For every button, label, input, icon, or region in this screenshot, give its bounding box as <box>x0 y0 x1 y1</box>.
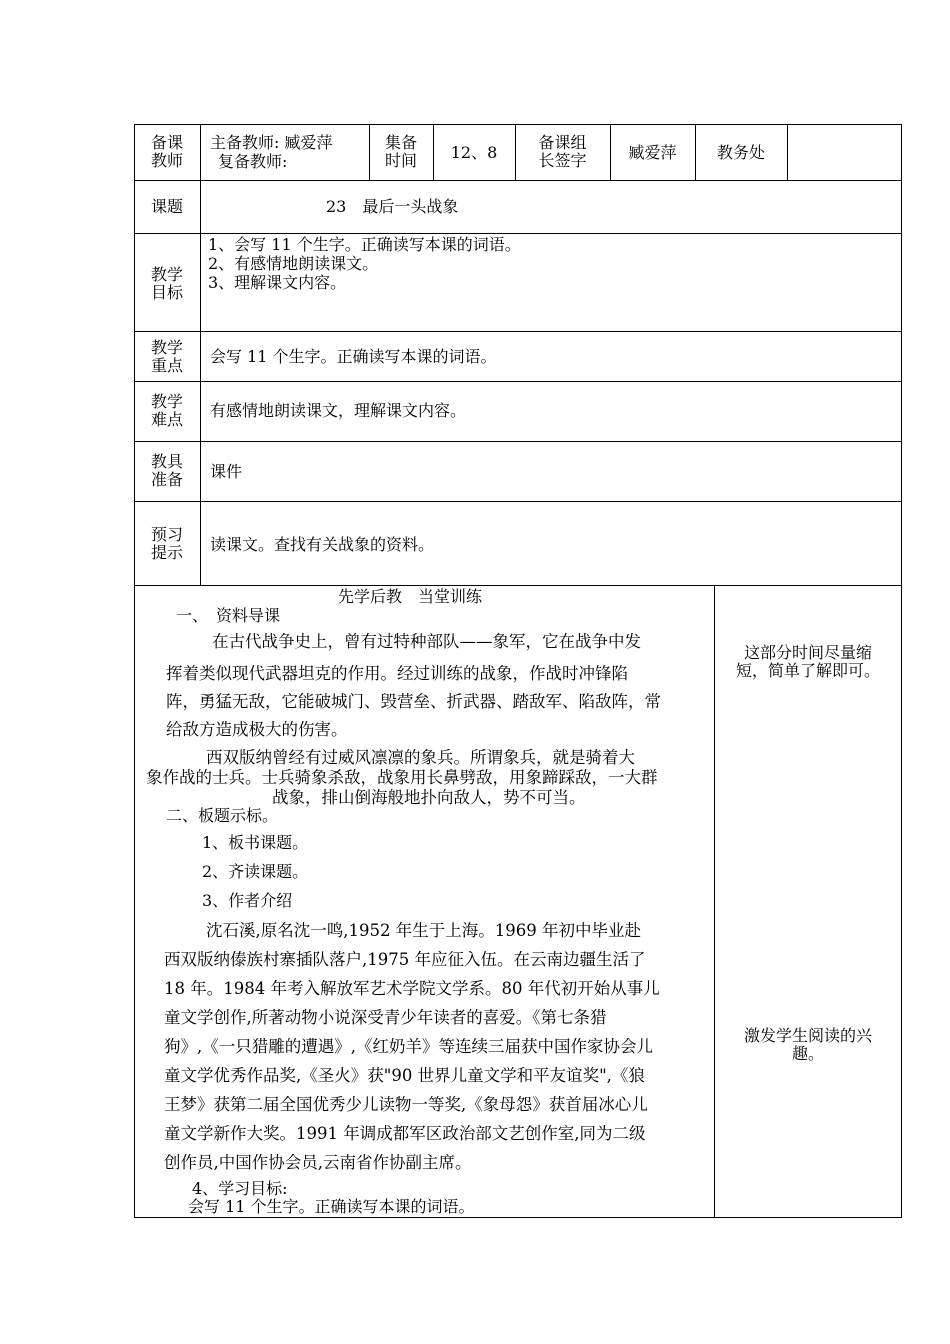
list-item: 3、作者介绍 <box>202 891 293 910</box>
paragraph-line: 象作战的士兵。士兵骑象杀敌，战象用长鼻劈敌，用象蹄踩敌，一大群 <box>146 768 658 787</box>
list-item: 2、齐读课题。 <box>202 862 309 881</box>
office: 教务处 <box>716 143 765 162</box>
col-divider <box>695 124 696 180</box>
paragraph-line: 战象，排山倒海般地扑向敌人，势不可当。 <box>272 788 586 807</box>
collective-time-value: 12、8 <box>450 143 498 162</box>
key-value: 会写 11 个生字。正确读写本课的词语。 <box>210 347 497 366</box>
bio-line: 狗》,《一只猎雕的遭遇》,《红奶羊》等连续三届获中国作家协会儿 <box>164 1037 653 1056</box>
bio-line: 西双版纳傣族村寨插队落户,1975 年应征入伍。在云南边疆生活了 <box>164 950 646 969</box>
section-2-heading: 二、板题示标。 <box>166 806 279 825</box>
main-teacher: 主备教师: 臧爱萍 <box>210 133 333 152</box>
difficulty-value: 有感情地朗读课文，理解课文内容。 <box>210 401 467 420</box>
bio-line: 童文学创作,所著动物小说深受青少年读者的喜爱。《第七条猎 <box>164 1008 607 1027</box>
topic-value: 23 最后一头战象 <box>326 197 459 216</box>
goal-item: 2、有感情地朗读课文。 <box>208 254 379 273</box>
paragraph-line: 挥着类似现代武器坦克的作用。经过训练的战象，作战时冲锋陷 <box>166 664 628 683</box>
goals-label: 教学 目标 <box>150 265 183 302</box>
list-item: 1、板书课题。 <box>202 833 309 852</box>
col-divider <box>433 124 434 180</box>
row-divider <box>134 441 902 442</box>
tools-label: 教具 准备 <box>150 452 183 489</box>
col-divider <box>369 124 370 180</box>
note-1: 这部分时间尽量缩 短，简单了解即可。 <box>735 643 880 680</box>
bio-line: 童文学新作大奖。1991 年调成都军区政治部文艺创作室,同为二级 <box>164 1124 646 1143</box>
row-divider <box>134 331 902 332</box>
row-divider <box>134 585 902 586</box>
col-divider <box>200 124 201 585</box>
learning-goal-text: 会写 11 个生字。正确读写本课的词语。 <box>188 1197 475 1216</box>
paragraph-line: 西双版纳曾经有过威风凛凛的象兵。所谓象兵，就是骑着大 <box>206 748 635 767</box>
lesson-heading: 先学后教 当堂训练 <box>338 587 483 606</box>
group-leader-label: 备课组 长签字 <box>538 133 587 170</box>
row-divider <box>134 501 902 502</box>
section-1-heading: 一、 资料导课 <box>176 606 281 625</box>
prep-teacher-label: 备课 教师 <box>150 133 183 170</box>
bio-line: 童文学优秀作品奖,《圣火》获"90 世界儿童文学和平友谊奖",《狼 <box>164 1066 645 1085</box>
col-divider <box>515 124 516 180</box>
row-divider <box>134 233 902 234</box>
review-teacher: 复备教师: <box>218 152 288 171</box>
goal-item: 3、理解课文内容。 <box>208 273 347 292</box>
row-divider <box>134 180 902 181</box>
col-divider <box>787 124 788 180</box>
paragraph-line: 在古代战争史上，曾有过特种部队——象军，它在战争中发 <box>212 632 641 651</box>
key-label: 教学 重点 <box>150 338 183 375</box>
bio-line: 王梦》获第二届全国优秀少儿读物一等奖,《象母怨》获首届冰心儿 <box>164 1095 648 1114</box>
topic-label: 课题 <box>150 197 183 216</box>
col-divider <box>714 585 715 1218</box>
preview-label: 预习 提示 <box>150 525 183 562</box>
tools-value: 课件 <box>210 462 243 481</box>
list-item: 4、学习目标: <box>192 1179 288 1198</box>
row-divider <box>134 381 902 382</box>
goal-item: 1、会写 11 个生字。正确读写本课的词语。 <box>208 235 521 254</box>
bio-line: 沈石溪,原名沈一鸣,1952 年生于上海。1969 年初中毕业赴 <box>206 921 641 940</box>
bio-line: 创作员,中国作协会员,云南省作协副主席。 <box>164 1153 472 1172</box>
note-2: 激发学生阅读的兴 趣。 <box>743 1026 872 1063</box>
group-leader-value: 臧爱萍 <box>628 143 677 162</box>
preview-value: 读课文。查找有关战象的资料。 <box>210 535 435 554</box>
bio-line: 18 年。1984 年考入解放军艺术学院文学系。80 年代初开始从事儿 <box>164 979 660 998</box>
col-divider <box>610 124 611 180</box>
paragraph-line: 给敌方造成极大的伤害。 <box>166 720 348 739</box>
collective-time-label: 集备 时间 <box>384 133 417 170</box>
difficulty-label: 教学 难点 <box>150 392 183 429</box>
paragraph-line: 阵，勇猛无敌，它能破城门、毁营垒、折武器、踏敌军、陷敌阵，常 <box>166 692 661 711</box>
